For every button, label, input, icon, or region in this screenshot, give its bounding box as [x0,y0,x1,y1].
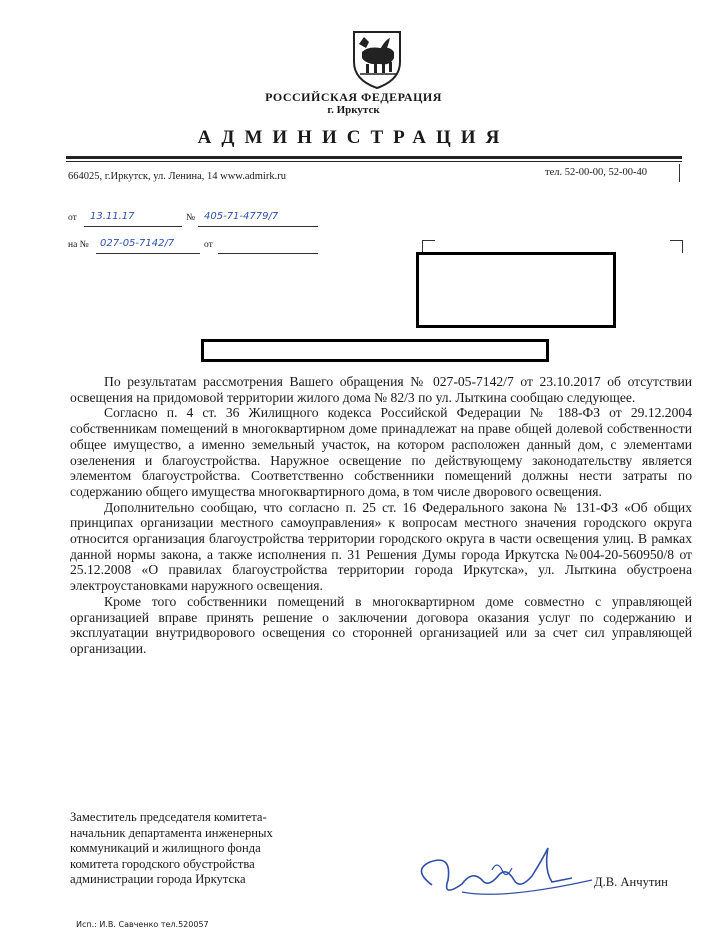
reg-number-value: 405-71-4779/7 [204,211,279,222]
signer-position-line: начальник департамента инженерных [70,825,273,840]
signer-position-line: Заместитель председателя комитета- [70,810,267,824]
reg-from-label: от [68,213,77,223]
body-paragraph: Дополнительно сообщаю, что согласно п. 25 ст. 16 Федерального закона № 131-ФЗ «Об общих принципах организации местного самоуправления» к вопросам местного значения городского округа относится организация благоустройства территории городского округа в части освещения улиц. В рамках данной нормы закона, а также исполнения п. 31 Решения Думы города Иркутска №004-20-560950/8 от 25.12.2008 «О правилах благоустройства территории города Иркутска», ул. Лыткина обустроена электроустановками наружного освещения. [70,499,692,594]
signer-name: Д.В. Анчутин [594,875,668,889]
executor-note: Исп.: И.В. Савченко тел.520057 [76,920,209,929]
signer-position [70,810,273,888]
reg-date-value: 13.11.17 [90,211,135,222]
reg-reply-date-field [218,240,318,254]
letterhead-phones: тел. 52-00-00, 52-00-40 [545,167,647,178]
handwritten-signature [402,840,602,910]
signer-position-line: коммуникаций и жилищного фонда [70,841,261,855]
signer-position-line: администрации города Иркутска [70,872,246,886]
reg-reply-number-value: 027-05-7142/7 [100,238,175,249]
redacted-salutation [201,339,549,362]
body-paragraph: Кроме того собственники помещений в многоквартирном доме совместно с управляющей организацией вправе принять решение о заключении договора оказания услуг по содержанию и эксплуатации внутридворового освещения со сторонней организацией или за счет сил управляющей организации. [70,593,692,656]
letterhead-title: АДМИНИСТРАЦИЯ [197,127,510,148]
redacted-recipient-block [416,252,616,328]
letterhead-country: РОССИЙСКАЯ ФЕДЕРАЦИЯ [265,90,442,104]
reg-reply-from-label: от [204,240,213,250]
letter-body [70,374,692,657]
header-rule-thin [66,161,682,162]
address-corner-right [670,240,683,253]
letterhead-city: г. Иркутск [327,104,380,116]
header-rule-thick [66,156,682,159]
body-paragraph: Согласно п. 4 ст. 36 Жилищного кодекса Российской Федерации № 188-ФЗ от 29.12.2004 собственникам помещений в многоквартирном доме принадлежат на праве общей долевой собственности общее имущество, а именно земельный участок, на котором расположен данный дом, с элементами озеленения и благоустройства. Наружное освещение по действующему законодательству является элементом благоустройства. Соответственно собственники помещений должны нести затраты по содержанию общего имущества многоквартирного дома, в том числе дворового освещения. [70,405,692,499]
signer-position-line: комитета городского обустройства [70,856,255,871]
phones-divider [679,164,680,182]
body-paragraph: По результатам рассмотрения Вашего обращения № 027-05-7142/7 от 23.10.2017 об отсутствии освещения на придомовой территории жилого дома № 82/3 по ул. Лыткина сообщаю следующее. [70,374,692,405]
reg-number-label: № [186,213,196,223]
letterhead-address: 664025, г.Иркутск, ул. Ленина, 14 www.admirk.ru [68,171,286,182]
irkutsk-crest-icon [350,28,404,90]
reg-reply-label: на № [68,240,89,250]
